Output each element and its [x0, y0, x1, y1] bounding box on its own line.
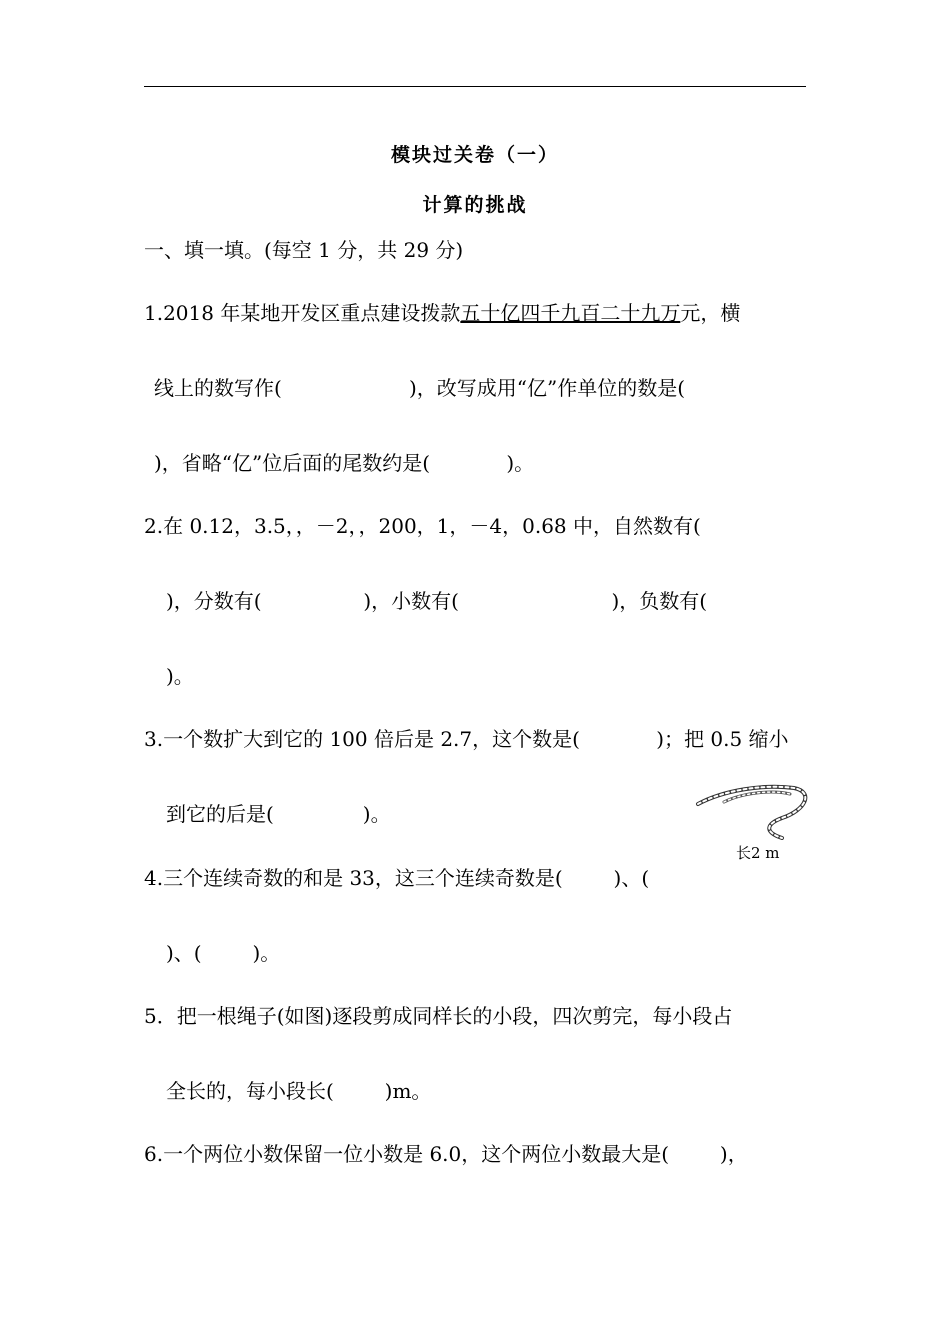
rope-length-label: 长2 m — [736, 844, 780, 862]
question-6-line-1: 6.一个两位小数保留一位小数是 6.0，这个两位小数最大是( )， — [144, 1142, 748, 1166]
question-5-line-2: 全长的，每小段长( )m。 — [166, 1079, 432, 1103]
question-3-line-1: 3.一个数扩大到它的 100 倍后是 2.7，这个数是( )；把 0.5 缩小 — [144, 727, 789, 751]
question-4-line-2: )、( )。 — [166, 941, 281, 965]
page-subtitle: 计算的挑战 — [422, 194, 528, 216]
question-5-line-1: 5．把一根绳子(如图)逐段剪成同样长的小段，四次剪完，每小段占 — [144, 1004, 733, 1028]
question-1-line-3: )，省略“亿”位后面的尾数约是( )。 — [154, 451, 535, 475]
section-heading: 一、填一填。(每空 1 分，共 29 分) — [144, 238, 464, 262]
question-2-line-3: )。 — [166, 664, 194, 688]
question-4-line-1: 4.三个连续奇数的和是 33，这三个连续奇数是( )、( — [144, 866, 650, 890]
question-1-line-1 — [144, 299, 740, 327]
question-3-line-2: 到它的后是( )。 — [166, 802, 391, 826]
question-1-line-2: 线上的数写作( )，改写成用“亿”作单位的数是( — [154, 376, 686, 400]
q1-suffix: 元，横 — [680, 301, 741, 325]
page-title: 模块过关卷（一） — [390, 144, 559, 166]
q1-underlined-amount: 五十亿四千九百二十九万 — [460, 301, 681, 325]
question-2-line-1: 2.在 0.12，3.5，，－2，，200，1，－4，0.68 中，自然数有( — [144, 514, 701, 538]
question-2-line-2: )，分数有( )，小数有( )，负数有( — [166, 589, 708, 613]
q1-prefix: 1.2018 年某地开发区重点建设拨款 — [144, 301, 461, 325]
rope-icon — [694, 780, 814, 840]
top-rule — [144, 86, 806, 87]
